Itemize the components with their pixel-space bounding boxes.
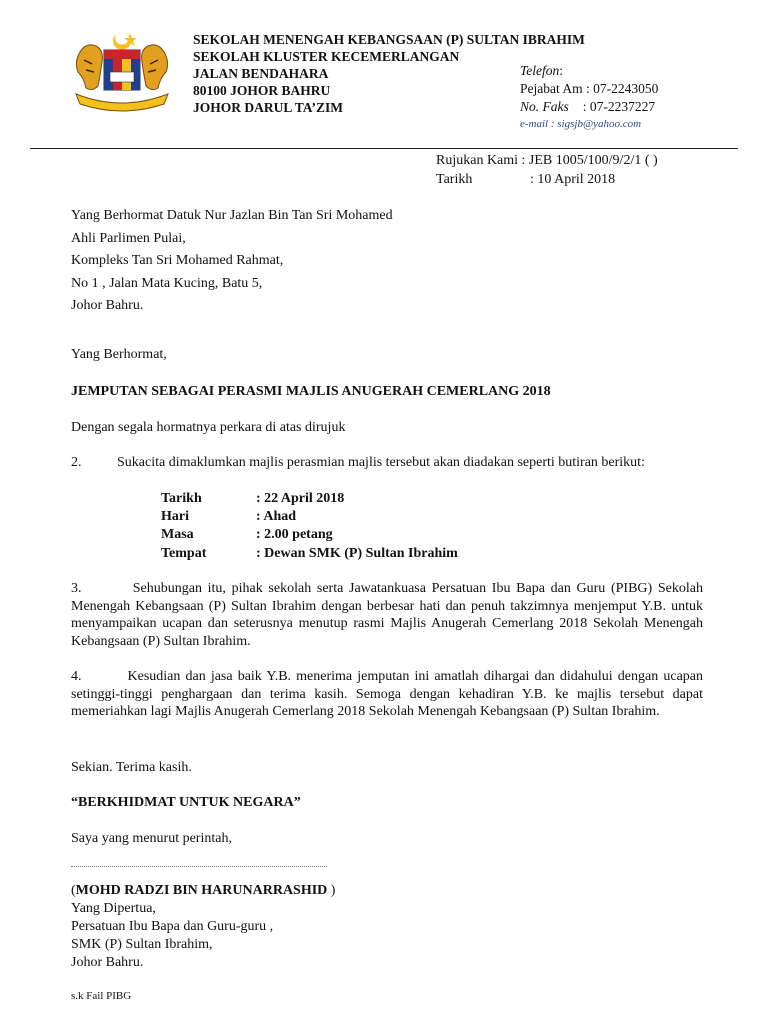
intro-line: Dengan segala hormatnya perkara di atas dirujuk [71,420,346,435]
recipient-line: No 1 , Jalan Mata Kucing, Batu 5, [71,275,263,291]
contact-block [520,62,658,132]
signatory-line: SMK (P) Sultan Ibrahim, [71,937,213,952]
detail-row: Tempat : Dewan SMK (P) Sultan Ibrahim [161,545,458,561]
letterhead-line: JOHOR DARUL TA’ZIM [193,100,344,115]
motto: “BERKHIDMAT UNTUK NEGARA” [71,795,301,810]
recipient-line: Kompleks Tan Sri Mohamed Rahmat, [71,253,284,268]
signature-line [71,866,327,867]
pejabat-phone: Pejabat Am : 07-2243050 [520,81,659,96]
sign-off: Saya yang menurut perintah, [71,831,232,846]
fax-number: No. Faks : 07-2237227 [520,99,656,114]
email-address: e-mail : sigsjb@yahoo.com [520,118,642,130]
letterhead-divider [30,148,738,149]
signatory-line: Johor Bahru. [71,955,144,970]
detail-row: Masa : 2.00 petang [161,527,333,543]
signatory-line: Yang Dipertua, [71,901,156,916]
signatory-block [71,882,335,972]
para2-text: Sukacita dimaklumkan majlis perasmian majlis tersebut akan diadakan seperti butiran berikut: [117,455,645,470]
telefon-heading: Telefon: [520,63,564,78]
coat-of-arms-logo [72,30,172,112]
reference-block [436,151,658,189]
reference-number: Rujukan Kami : JEB 1005/100/9/2/1 ( ) [436,153,658,168]
letter-date: Tarikh : 10 April 2018 [436,172,616,187]
para3: 3. Sehubungan itu, pihak sekolah serta Jawatankuasa Persatuan Ibu Bapa dan Guru (PIBG) Sekolah Menengah Kebangsaan (P) Sultan Ibrahim dengan berbesar hati dan penuh takzimnya menjemput Y.B. untuk menyampaikan ucapan dan seterusnya menutup rasmi Majlis Anugerah Cemerlang 2018 Sekolah Menengah Kebangsaan (P) Sultan Ibrahim. [71,581,703,649]
event-details [161,490,458,563]
recipient-line: Johor Bahru. [71,298,144,313]
detail-row: Tarikh : 22 April 2018 [161,491,345,506]
para4: 4. Kesudian dan jasa baik Y.B. menerima jemputan ini amatlah dihargai dan didahului dengan ucapan setinggi-tinggi penghargaan dan terima kasih. Semoga dengan kehadiran Y.B. ke majlis tersebut dapat memeriahkan lagi Majlis Anugerah Cemerlang 2018 Sekolah Menengah Kebangsaan (P) Sultan Ibrahim. [71,669,703,719]
letterhead-line: JALAN BENDAHARA [193,66,329,81]
letterhead-line: SEKOLAH KLUSTER KECEMERLANGAN [193,49,460,64]
letter-subject: JEMPUTAN SEBAGAI PERASMI MAJLIS ANUGERAH CEMERLANG 2018 [71,384,551,399]
para2-number: 2. [71,455,82,470]
letterhead-line: 80100 JOHOR BAHRU [193,83,331,98]
recipient-line: Ahli Parlimen Pulai, [71,230,186,246]
salutation: Yang Berhormat, [71,347,167,362]
recipient-address [71,205,393,318]
detail-row: Hari : Ahad [161,509,297,525]
recipient-line: Yang Berhormat Datuk Nur Jazlan Bin Tan Sri Mohamed [71,208,393,223]
signatory-name: (MOHD RADZI BIN HARUNARRASHID ) [71,883,336,898]
letterhead-line: SEKOLAH MENENGAH KEBANGSAAN (P) SULTAN IBRAHIM [193,32,585,47]
closing-line: Sekian. Terima kasih. [71,760,192,775]
signatory-line: Persatuan Ibu Bapa dan Guru-guru , [71,919,274,934]
carbon-copy-note: s.k Fail PIBG [71,990,132,1002]
